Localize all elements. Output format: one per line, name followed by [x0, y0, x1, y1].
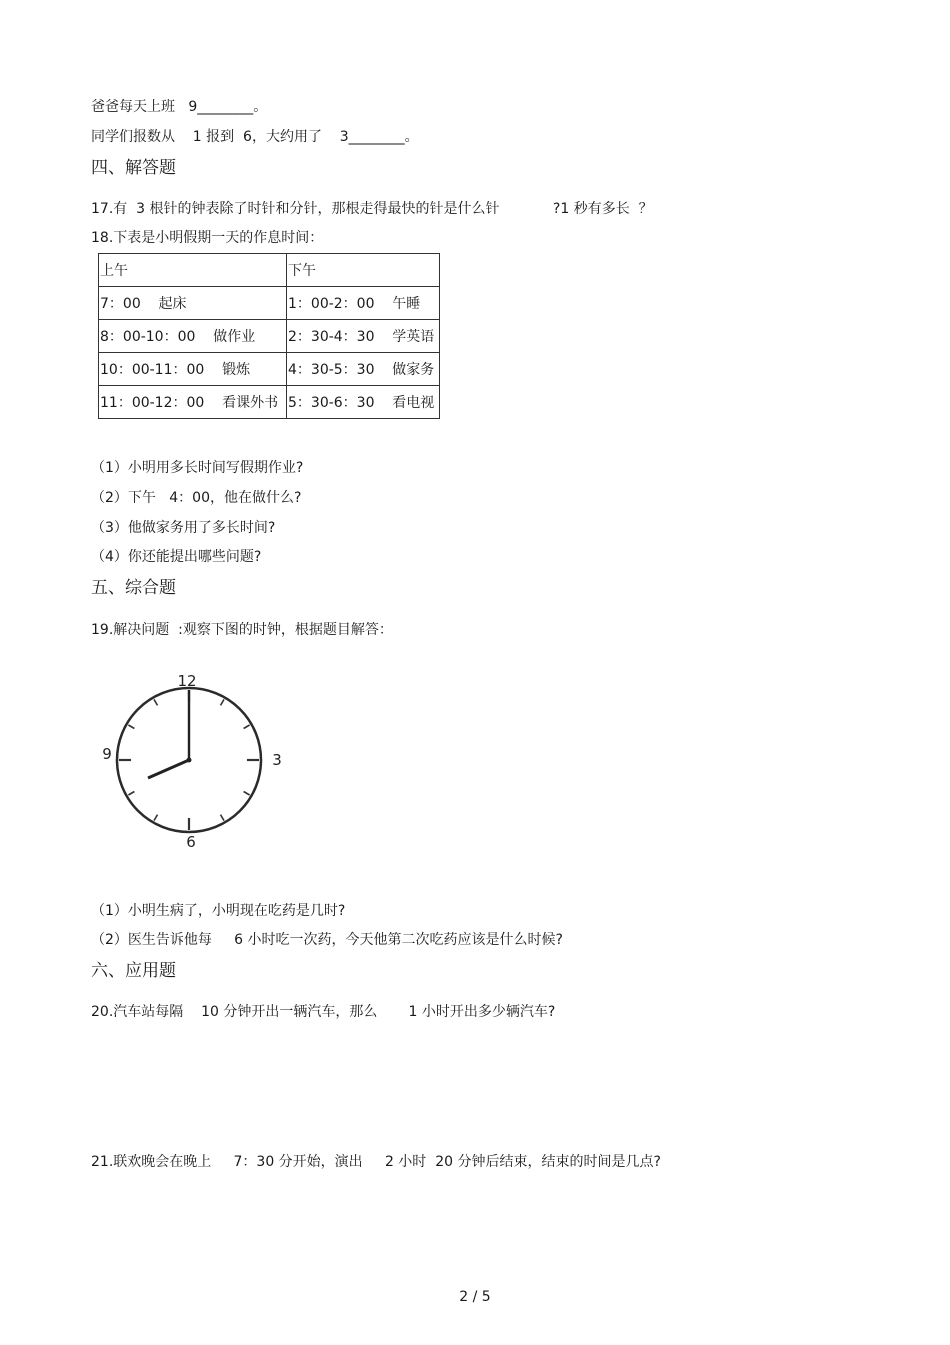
question-19-part-1: （1）小明生病了，小明现在吃药是几时? [91, 903, 346, 919]
question-18-part-2: （2）下午 4：00，他在做什么? [91, 490, 302, 506]
clock-tick [244, 792, 250, 796]
question-18-part-4: （4）你还能提出哪些问题? [91, 549, 262, 565]
section-heading-5: 五、综合题 [91, 578, 176, 598]
clock-tick [154, 699, 158, 705]
table-cell: 2：30-4：30 学英语 [287, 320, 440, 353]
table-cell: 7：00 起床 [99, 287, 287, 320]
table-header-row [99, 254, 440, 287]
table-cell: 4：30-5：30 做家务 [287, 353, 440, 386]
clock-tick [128, 792, 134, 796]
table-cell: 8：00-10：00 做作业 [99, 320, 287, 353]
table-row [99, 386, 440, 419]
table-cell: 11：00-12：00 看课外书 [99, 386, 287, 419]
question-18: 18.下表是小明假期一天的作息时间： [91, 230, 324, 246]
clock-numeral-9: 9 [102, 745, 112, 763]
clock-numeral-12: 12 [177, 672, 197, 690]
question-17: 17.有 3 根针的钟表除了时针和分针，那根走得最快的针是什么针 ?1 秒有多长 ？ [91, 201, 653, 217]
table-cell: 10：00-11：00 锻炼 [99, 353, 287, 386]
page-number: 2 / 5 [459, 1289, 491, 1305]
section-heading-6: 六、应用题 [91, 961, 176, 981]
question-19-part-2: （2）医生告诉他每 6 小时吃一次药，今天他第二次吃药应该是什么时候? [91, 932, 563, 948]
question-18-part-3: （3）他做家务用了多长时间? [91, 520, 276, 536]
question-18-part-1: （1）小明用多长时间写假期作业? [91, 460, 304, 476]
clock-face-icon [95, 665, 290, 855]
question-19: 19.解决问题 :观察下图的时钟，根据题目解答： [91, 622, 393, 638]
clock-tick [221, 815, 225, 821]
table-row [99, 320, 440, 353]
clock-tick [221, 699, 225, 705]
clock-tick [154, 815, 158, 821]
question-21: 21.联欢晚会在晚上 7：30 分开始，演出 2 小时 20 分钟后结束，结束的时间是几点? [91, 1154, 661, 1170]
table-cell: 5：30-6：30 看电视 [287, 386, 440, 419]
clock-numeral-3: 3 [272, 751, 282, 769]
clock-numeral-6: 6 [186, 833, 196, 851]
fill-line-1: 爸爸每天上班 9________。 [91, 99, 268, 115]
section-heading-4: 四、解答题 [91, 158, 176, 178]
hour-hand [148, 760, 189, 778]
clock-tick [128, 725, 134, 729]
schedule-table [98, 253, 440, 419]
table-header-cell: 下午 [287, 254, 440, 287]
question-20: 20.汽车站每隔 10 分钟开出一辆汽车，那么 1 小时开出多少辆汽车? [91, 1004, 556, 1020]
table-row [99, 353, 440, 386]
table-header-cell: 上午 [99, 254, 287, 287]
clock-tick [244, 725, 250, 729]
fill-line-2: 同学们报数从 1 报到 6，大约用了 3________。 [91, 129, 419, 145]
table-cell: 1：00-2：00 午睡 [287, 287, 440, 320]
table-row [99, 287, 440, 320]
